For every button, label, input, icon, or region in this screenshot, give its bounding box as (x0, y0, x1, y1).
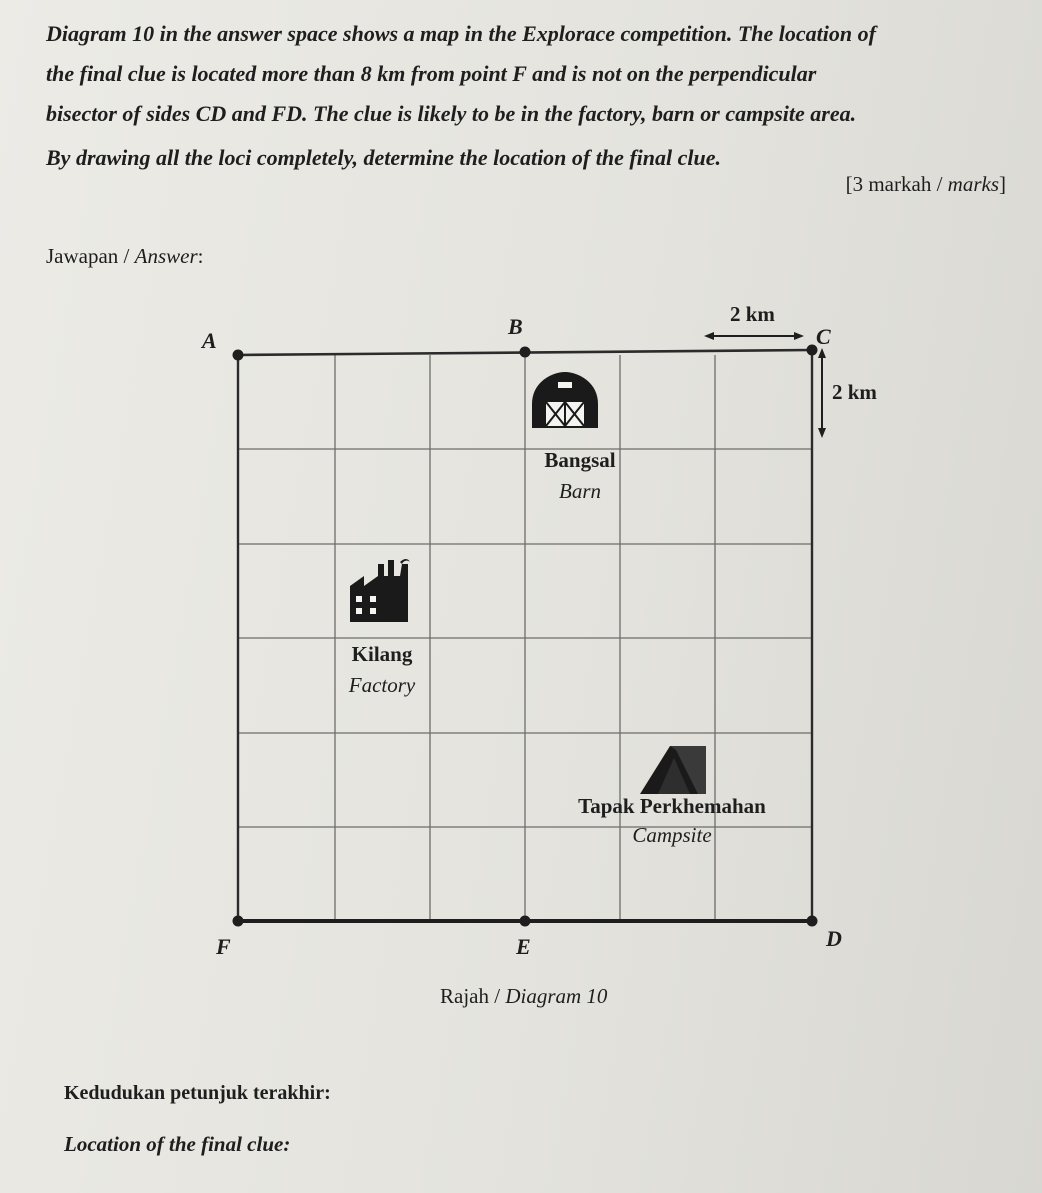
diagram-caption (440, 984, 607, 1009)
question-line-1: Diagram 10 in the answer space shows a map in the Explorace competition. The location of (46, 21, 876, 46)
point-E-label: E (516, 934, 531, 959)
question-line-3: bisector of sides CD and FD. The clue is likely to be in the factory, barn or campsite area. (46, 101, 857, 126)
barn-label (512, 448, 648, 504)
question-line-2: the final clue is located more than 8 km from point F and is not on the perpendicular (46, 61, 817, 86)
point-C-label: C (816, 324, 831, 349)
campsite-label-ms: Tapak Perkhemahan (578, 794, 766, 818)
answer-label-colon: : (197, 244, 204, 268)
double-arrow-icon (818, 348, 826, 438)
answer-label-ms: Jawapan / (46, 244, 135, 268)
point-F-dot (233, 916, 244, 927)
double-arrow-icon (704, 332, 804, 340)
point-B-dot (520, 347, 531, 358)
point-D-label: D (826, 926, 842, 951)
point-E-dot (520, 916, 531, 927)
caption-en: Diagram 10 (505, 984, 608, 1008)
factory-label-ms: Kilang (351, 642, 413, 666)
final-clue-label-ms: Kedudukan petunjuk terakhir: (64, 1082, 331, 1104)
scale-horizontal-label: 2 km (730, 302, 775, 326)
scale-vertical-label: 2 km (832, 380, 877, 404)
question-line-4: By drawing all the loci completely, determine the location of the final clue. (46, 145, 722, 170)
factory-icon (350, 559, 410, 622)
campsite-label (556, 794, 788, 848)
point-A-label: A (202, 328, 217, 353)
marks-close: ] (999, 172, 1006, 196)
campsite-label-en: Campsite (632, 823, 712, 847)
tent-icon (640, 746, 706, 794)
marks-en: marks (947, 172, 999, 196)
point-F-label: F (216, 934, 231, 959)
caption-ms: Rajah / (440, 984, 506, 1008)
answer-label-en: Answer (134, 244, 198, 268)
barn-label-ms: Bangsal (544, 448, 616, 472)
point-D-dot (807, 916, 818, 927)
factory-label-en: Factory (348, 673, 416, 697)
barn-label-en: Barn (559, 479, 601, 503)
point-A-dot (233, 350, 244, 361)
barn-icon (532, 372, 598, 428)
point-B-label: B (508, 314, 523, 339)
factory-label (322, 642, 442, 698)
marks-ms: [3 markah / (845, 172, 948, 196)
final-clue-label-en: Location of the final clue: (64, 1132, 291, 1156)
